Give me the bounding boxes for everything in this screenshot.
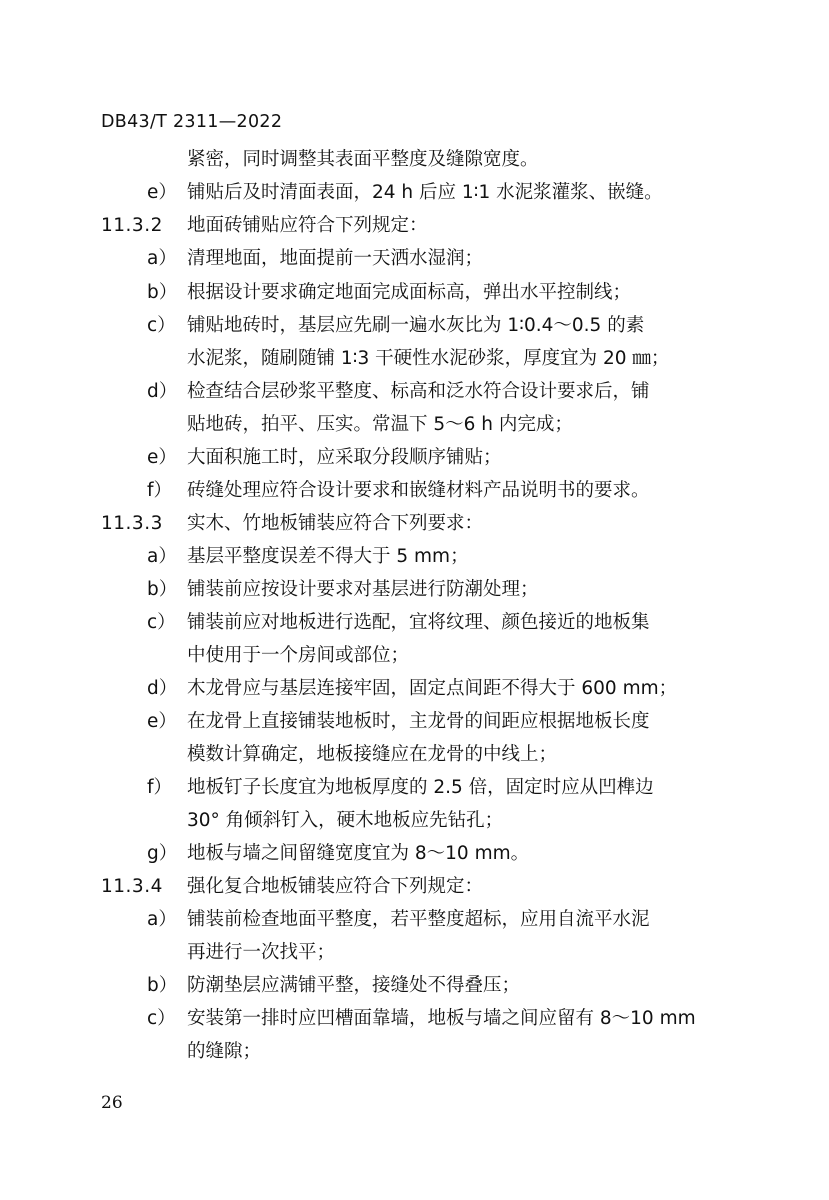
list-item-text: 铺贴后及时清面表面，24 h 后应 1∶1 水泥浆灌浆、嵌缝。 — [187, 182, 663, 203]
list-marker: f） — [147, 480, 173, 501]
page-number: 26 — [101, 1093, 123, 1113]
list-marker: c） — [147, 315, 176, 336]
section-title: 强化复合地板铺装应符合下列规定： — [187, 876, 484, 897]
list-item-text: 清理地面，地面提前一天洒水湿润； — [187, 248, 484, 269]
list-marker: a） — [147, 248, 177, 269]
list-marker: c） — [147, 1008, 176, 1029]
list-item-text: 在龙骨上直接铺装地板时，主龙骨的间距应根据地板长度 — [187, 711, 650, 732]
list-item-text: 检查结合层砂浆平整度、标高和泛水符合设计要求后，铺 — [187, 381, 650, 402]
list-item-text-continued: 模数计算确定，地板接缝应在龙骨的中线上； — [187, 744, 558, 765]
list-item-text-continued: 30° 角倾斜钉入，硬木地板应先钻孔； — [187, 810, 504, 831]
list-item-text: 安装第一排时应凹槽面靠墙，地板与墙之间应留有 8～10 mm — [187, 1008, 696, 1029]
list-marker: e） — [147, 711, 177, 732]
list-marker: d） — [147, 678, 178, 699]
list-marker: f） — [147, 777, 173, 798]
section-number: 11.3.2 — [101, 215, 163, 236]
list-item-text: 地板钉子长度宜为地板厚度的 2.5 倍，固定时应从凹榫边 — [187, 777, 654, 798]
section-number: 11.3.3 — [101, 513, 163, 534]
list-item-text-continued: 再进行一次找平； — [187, 942, 336, 963]
section-title: 地面砖铺贴应符合下列规定： — [187, 215, 428, 236]
document-code-header: DB43/T 2311—2022 — [101, 112, 283, 132]
section-title: 实木、竹地板铺装应符合下列要求： — [187, 513, 484, 534]
list-marker: g） — [147, 843, 178, 864]
list-item-text: 地板与墙之间留缝宽度宜为 8～10 mm。 — [187, 843, 530, 864]
list-marker: b） — [147, 282, 178, 303]
list-item-text-continued: 贴地砖，拍平、压实。常温下 5～6 h 内完成； — [187, 414, 573, 435]
list-item-text: 大面积施工时，应采取分段顺序铺贴； — [187, 447, 502, 468]
list-item-text: 铺装前应对地板进行选配，宜将纹理、颜色接近的地板集 — [187, 612, 650, 633]
list-item-text: 木龙骨应与基层连接牢固，固定点间距不得大于 600 mm； — [187, 678, 678, 699]
list-item-text: 防潮垫层应满铺平整，接缝处不得叠压； — [187, 975, 521, 996]
list-item-text-continued: 的缝隙； — [187, 1041, 262, 1062]
list-item-text: 铺贴地砖时，基层应先刷一遍水灰比为 1∶0.4～0.5 的素 — [187, 315, 645, 336]
list-item-text-continued: 水泥浆，随刷随铺 1∶3 干硬性水泥砂浆，厚度宜为 20 ㎜； — [187, 348, 670, 369]
list-marker: e） — [147, 447, 177, 468]
list-item-text: 基层平整度误差不得大于 5 mm； — [187, 546, 469, 567]
list-marker: b） — [147, 975, 178, 996]
list-item-text: 根据设计要求确定地面完成面标高，弹出水平控制线； — [187, 282, 632, 303]
list-marker: a） — [147, 909, 177, 930]
list-marker: d） — [147, 381, 178, 402]
list-item-text: 铺装前应按设计要求对基层进行防潮处理； — [187, 579, 539, 600]
continuation-line: 紧密，同时调整其表面平整度及缝隙宽度。 — [187, 149, 539, 170]
list-item-text: 铺装前检查地面平整度，若平整度超标，应用自流平水泥 — [187, 909, 650, 930]
list-marker: b） — [147, 579, 178, 600]
section-number: 11.3.4 — [101, 876, 163, 897]
list-marker: c） — [147, 612, 176, 633]
list-item-text: 砖缝处理应符合设计要求和嵌缝材料产品说明书的要求。 — [187, 480, 650, 501]
list-marker: a） — [147, 546, 177, 567]
list-marker: e） — [147, 182, 177, 203]
list-item-text-continued: 中使用于一个房间或部位； — [187, 645, 410, 666]
